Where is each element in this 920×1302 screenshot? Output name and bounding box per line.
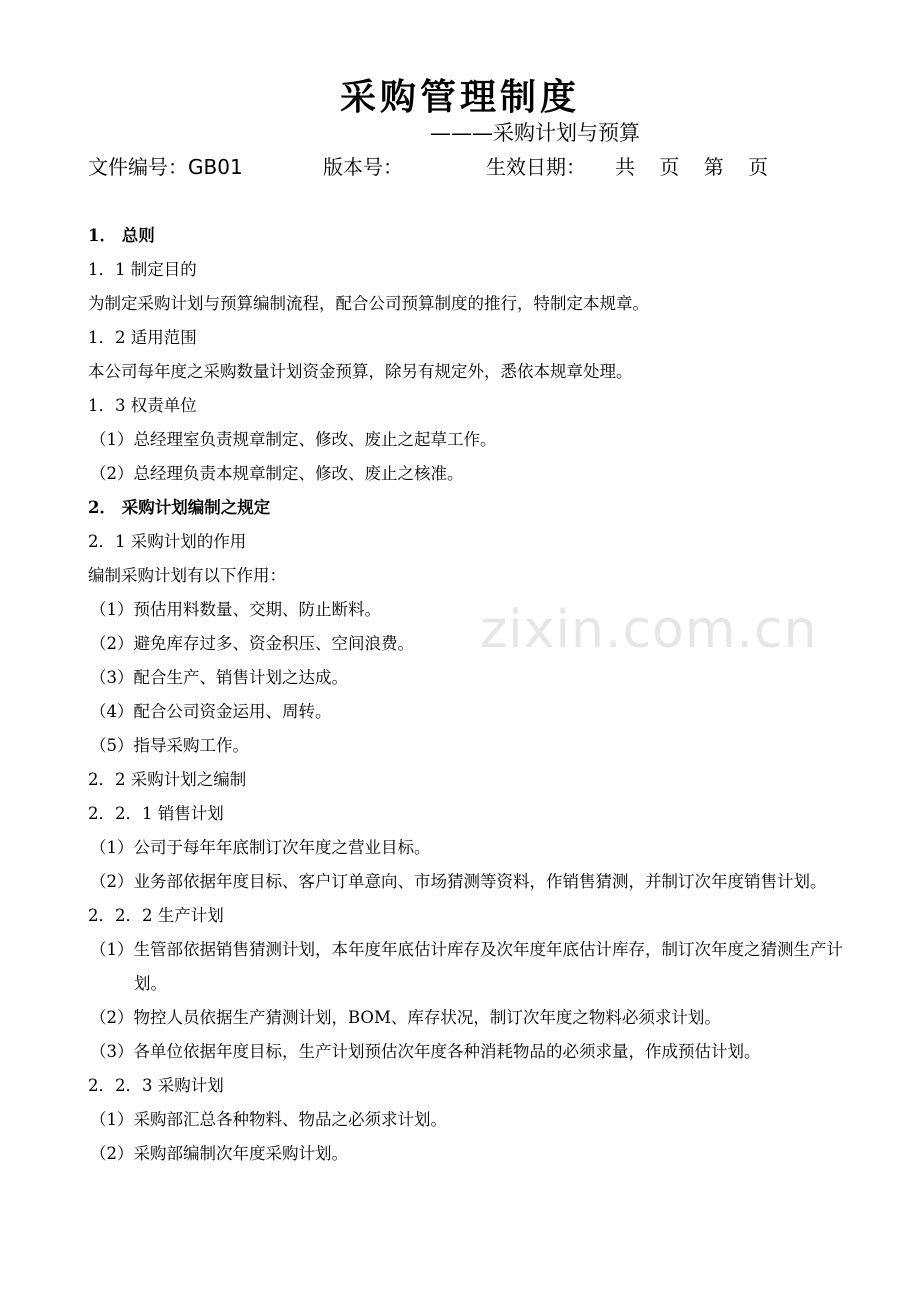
section-heading: 2． 采购计划编制之规定 [88,498,271,517]
list-item: （1）采购部汇总各种物料、物品之必须求计划。 [90,1110,447,1129]
list-item: （1）生管部依据销售猜测计划，本年度年底估计库存及次年度年底估计库存，制订次年度之猜测生产计划。 [90,940,843,993]
file-number: 文件编号：GB01 [88,155,243,179]
list-item: （2）避免库存过多、资金积压、空间浪费。 [90,634,414,653]
list-item: （2）业务部依据年度目标、客户订单意向、市场猜测等资料，作销售猜测，并制订次年度销售计划。 [90,872,827,891]
paragraph-line: 本公司每年度之采购数量计划资金预算，除另有规定外，悉依本规章处理。 [88,362,633,381]
page-count: 共 页 第 页 [615,155,778,179]
list-item: （2）总经理负责本规章制定、修改、废止之核准。 [90,464,464,483]
list-item: （1）公司于每年年底制订次年度之营业目标。 [90,838,431,857]
list-item: （4）配合公司资金运用、周转。 [90,702,332,721]
list-item: （2）采购部编制次年度采购计划。 [90,1144,348,1163]
paragraph-line: 为制定采购计划与预算编制流程，配合公司预算制度的推行，特制定本规章。 [88,294,649,313]
effective-date: 生效日期： [486,155,586,179]
subsection-heading: 1．2 适用范围 [88,328,197,347]
watermark: zixin.com.cn [480,600,818,660]
subsection-heading: 2．2．1 销售计划 [88,804,224,823]
document-title: 采购管理制度 [339,76,580,118]
list-item: （3）各单位依据年度目标，生产计划预估次年度各种消耗物品的必须求量，作成预估计划。 [90,1042,761,1061]
subsection-heading: 2．2．2 生产计划 [88,906,224,925]
subsection-heading: 1．1 制定目的 [88,260,197,279]
version-number: 版本号： [323,155,403,179]
list-item: （1）总经理室负责规章制定、修改、废止之起草工作。 [90,430,497,449]
subsection-heading: 2．1 采购计划的作用 [88,532,247,551]
document-subtitle: ———采购计划与预算 [430,121,640,145]
subsection-heading: 2．2 采购计划之编制 [88,770,247,789]
section-heading: 1． 总则 [88,226,155,245]
list-item: （2）物控人员依据生产猜测计划，BOM、库存状况，制订次年度之物料必须求计划。 [90,1008,721,1027]
list-item: （1）预估用料数量、交期、防止断料。 [90,600,381,619]
subsection-heading: 2．2．3 采购计划 [88,1076,224,1095]
list-item: （5）指导采购工作。 [90,736,249,755]
document-body [88,219,848,1171]
list-item: （3）配合生产、销售计划之达成。 [90,668,348,687]
paragraph-line: 编制采购计划有以下作用： [88,566,286,585]
subsection-heading: 1．3 权责单位 [88,396,197,415]
